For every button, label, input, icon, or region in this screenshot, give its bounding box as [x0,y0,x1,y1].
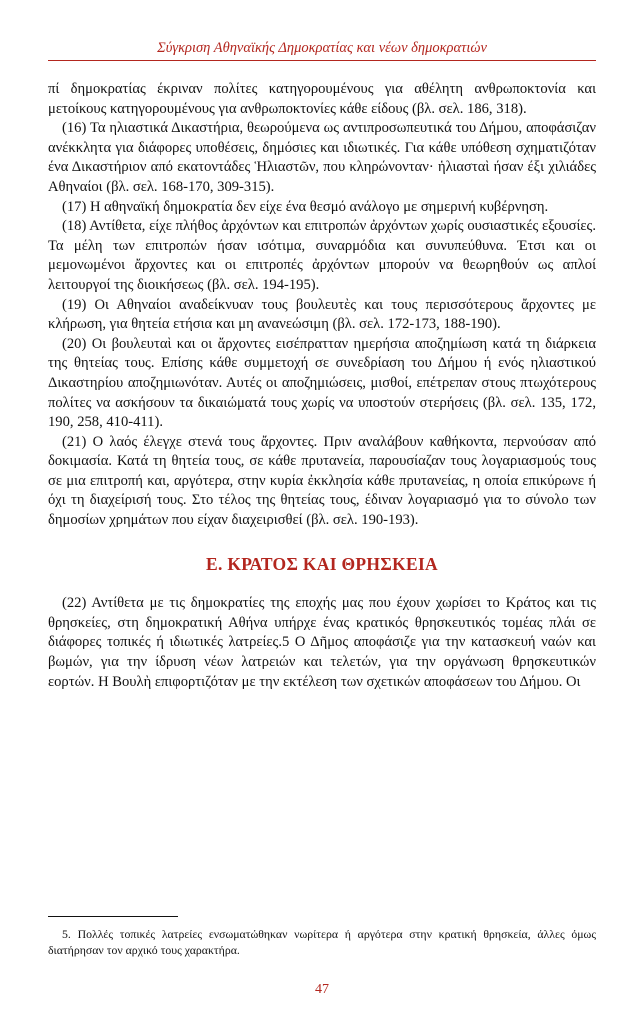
footnote-rule [48,916,178,917]
page-number: 47 [315,982,329,997]
paragraph: πί δημοκρατίας έκριναν πολίτες κατηγορουμένους για αθέλητη ανθρωποκτονία και μετοίκους κατηγορουμένους για ανθρωποκτονίες κάθε είδους (βλ. σελ. 186, 318). [48,81,596,117]
paragraph: (18) Αντίθετα, είχε πλήθος ἀρχόντων και επιτροπών ἀρχόντων χωρίς ουσιαστικές εξουσίες. Τα μέλη των επιτροπών ήσαν ισότιμα, συναρμόδια και συνυπεύθυνα. Έτσι και οι μεμονωμένοι ἄρχοντες και οι επιτροπές ἀρχόντων μπορούν να θεωρηθούν ως απλοί λειτουργοί της διοικήσεως (βλ. σελ. 194-195). [48,218,596,293]
footnote: 5. Πολλές τοπικές λατρείες ενσωματώθηκαν νωρίτερα ή αργότερα στην κρατική θρησκεία, άλλες όμως διατήρησαν τον αρχικό τους χαρακτήρα. [48,927,596,957]
body-text [48,80,596,692]
paragraph: (19) Οι Αθηναίοι αναδείκνυαν τους βουλευτὲς και τους περισσότερους ἄρχοντες με κλήρωση, για θητεία ετήσια και μη ανανεώσιμη (βλ. σελ. 172-173, 188-190). [48,296,596,333]
paragraph: (17) Η αθηναϊκή δημοκρατία δεν είχε ένα θεσμό ανάλογο με σημερινή κυβέρνηση. [62,198,549,215]
header-rule [48,60,596,61]
paragraph: (21) Ο λαός έλεγχε στενά τους ἄρχοντες. Πριν αναλάβουν καθήκοντα, περνούσαν από δοκιμασία. Κατά τη θητεία τους, σε κάθε πρυτανεία, παρουσίαζαν τους λογαριασμούς τους σε μια επιτροπή και, αργότερα, στην κυρία ἐκκλησία κάθε πρυτανείας, η οποία επικύρωνε ή όχι τη διαχείρισή τους. Στο τέλος της θητείας τους, έδιναν λογαριασμό για το σύνολο των δημοσίων χρημάτων που είχαν διαχειρισθεί (βλ. σελ. 190-193). [48,433,596,529]
paragraph: (22) Αντίθετα με τις δημοκρατίες της εποχής μας που έχουν χωρίσει το Κράτος και τις θρησκείες, στη δημοκρατική Αθήνα υπήρχε ένας κρατικός θρησκευτικός τομέας πλάι σε διάφορες τοπικές ή ιδιωτικές λατρείες.5 Ο Δῆμος αποφάσιζε για την κατασκευή ναών και βωμών, για την ίδρυση νέων λατρειών και τελετών, για την οργάνωση θρησκευτικών εορτών. Η Βουλὴ επιφορτιζόταν με την εκτέλεση των σχετικών αποφάσεων του Δήμου. Οι [48,595,596,690]
running-header: Σύγκριση Αθηναϊκής Δημοκρατίας και νέων δημοκρατιών [157,40,487,56]
paragraph: (20) Οι βουλευταὶ και οι ἄρχοντες εισέπρατταν ημερήσια αποζημίωση κατά τη διάρκεια της θητείας τους. Επίσης κάθε συμμετοχή σε συνεδρίαση του Δήμου ή ενός ηλιαστικού Δικαστηρίου αποζημιωνόταν. Αυτές οι αποζημιώσεις, μισθοί, επέτρεπαν στους πτωχότερους πολίτες να ασκήσουν τα δικαιώματά τους χωρίς να υποστούν στερήσεις (βλ. σελ. 135, 172, 190, 258, 410-411). [48,335,596,431]
section-heading: Ε. ΚΡΑΤΟΣ ΚΑΙ ΘΡΗΣΚΕΙΑ [206,553,438,574]
paragraph: (16) Τα ηλιαστικά Δικαστήρια, θεωρούμενα ως αντιπροσωπευτικά του Δήμου, αποφάσιζαν ανέκκλητα για διάφορες υποθέσεις, δημόσιες και ιδιωτικές. Για κάθε υπόθεση σχηματιζόταν ένα Δικαστήριον από εκατοντάδες Ἡλιαστῶν, που κληρώνονταν· ἡλιασταὶ ήσαν έξι χιλιάδες Αθηναίοι (βλ. σελ. 168-170, 309-315). [48,120,596,195]
